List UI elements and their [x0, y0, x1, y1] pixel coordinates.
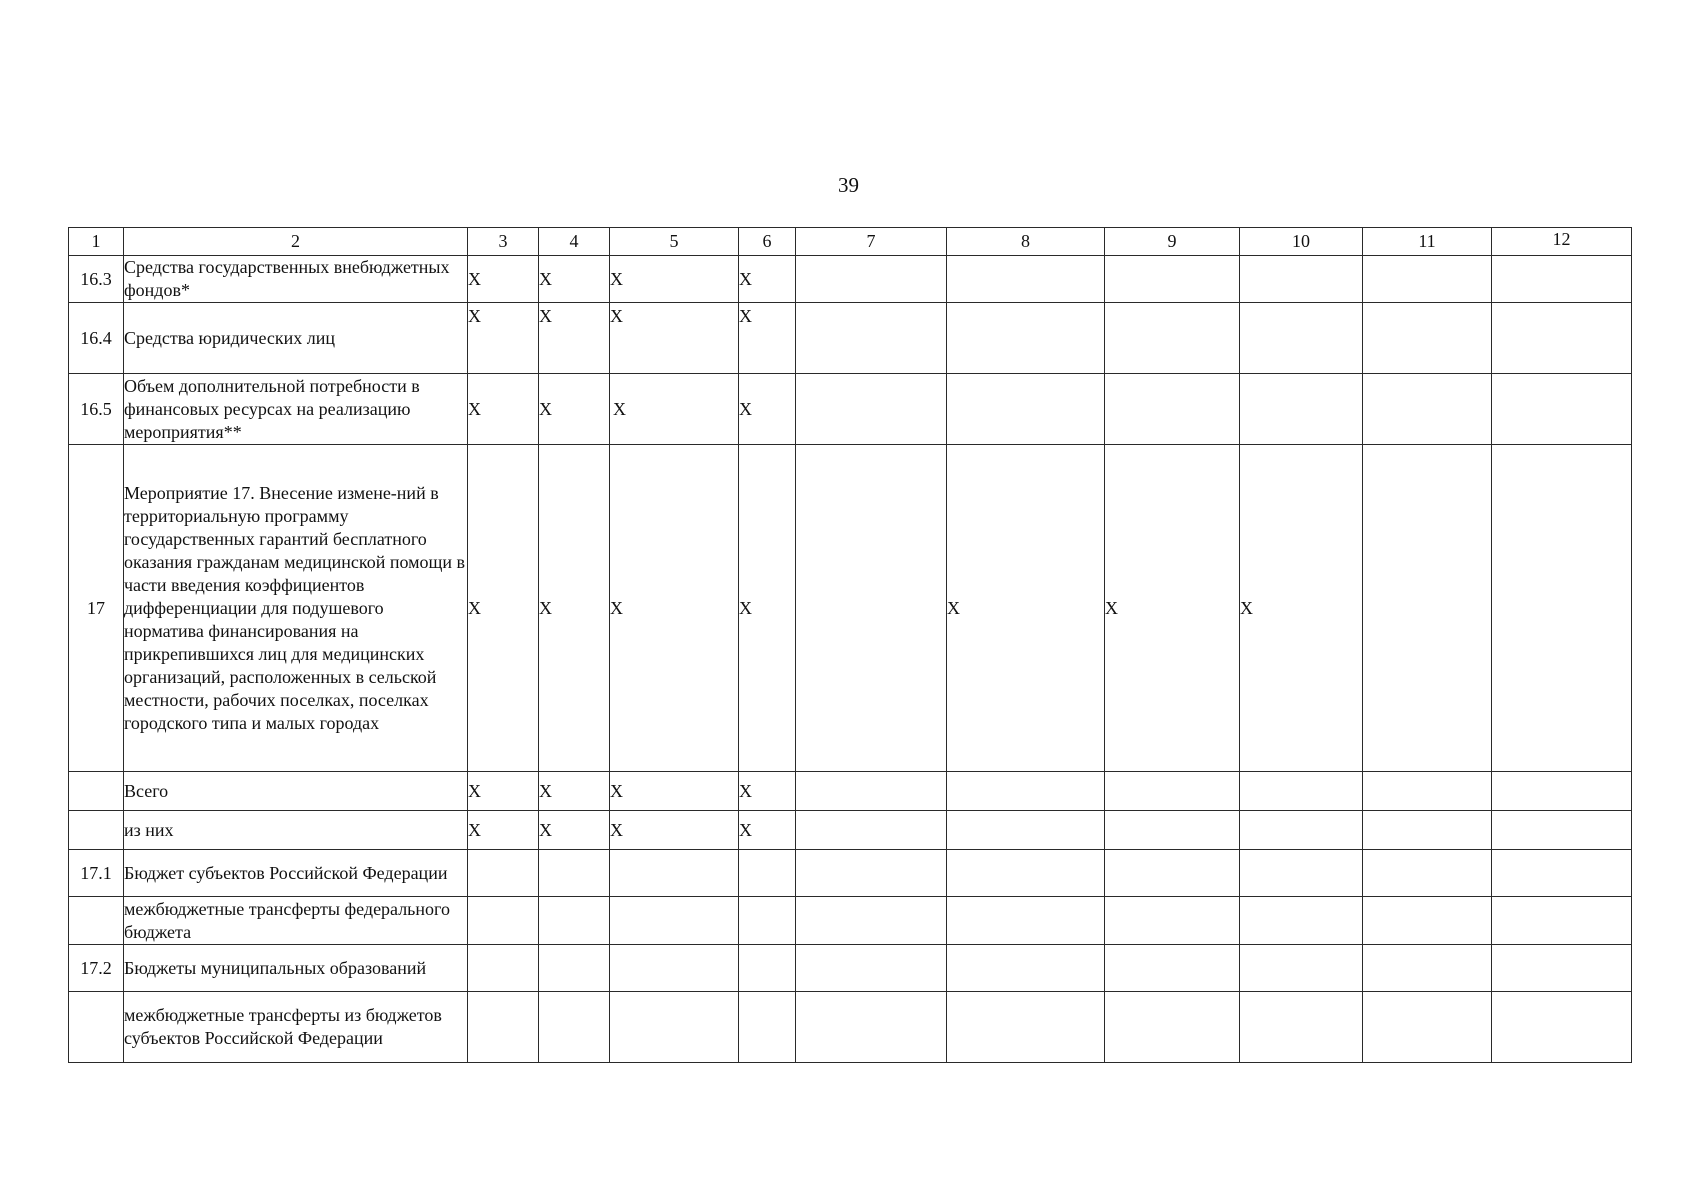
table-row	[69, 303, 1632, 374]
table-cell: X	[739, 256, 796, 303]
table-cell: X	[739, 374, 796, 445]
table-cell	[1492, 811, 1632, 850]
table-cell: X	[468, 374, 539, 445]
column-header: 8	[947, 228, 1105, 256]
table-cell	[1105, 772, 1240, 811]
table-cell	[739, 945, 796, 992]
table-cell	[610, 945, 739, 992]
table-cell	[468, 897, 539, 945]
table-cell	[1363, 945, 1492, 992]
row-label: Всего	[124, 772, 468, 811]
table-cell	[1363, 374, 1492, 445]
table-cell	[468, 850, 539, 897]
table-cell	[796, 445, 947, 772]
table-cell	[947, 303, 1105, 374]
table-cell: X	[610, 772, 739, 811]
table-cell	[1240, 811, 1363, 850]
table-cell	[539, 897, 610, 945]
row-label: Бюджет субъектов Российской Федерации	[124, 850, 468, 897]
table-cell	[1492, 850, 1632, 897]
table-cell	[1240, 256, 1363, 303]
row-number: 16.4	[69, 303, 124, 374]
column-header: 3	[468, 228, 539, 256]
table-cell	[1492, 256, 1632, 303]
table-cell	[539, 945, 610, 992]
table-cell: X	[539, 811, 610, 850]
row-number: 16.3	[69, 256, 124, 303]
table-row	[69, 445, 1632, 772]
column-header: 7	[796, 228, 947, 256]
table-cell	[610, 992, 739, 1063]
row-label: межбюджетные трансферты из бюджетов субъектов Российской Федерации	[124, 992, 468, 1063]
table-cell: X	[739, 303, 796, 374]
table-cell: X	[539, 374, 610, 445]
table-cell: X	[468, 256, 539, 303]
row-label: Бюджеты муниципальных образований	[124, 945, 468, 992]
column-header: 10	[1240, 228, 1363, 256]
table-cell	[796, 897, 947, 945]
table-cell	[1105, 897, 1240, 945]
table-cell	[1363, 897, 1492, 945]
table-cell	[1363, 445, 1492, 772]
table-cell	[947, 992, 1105, 1063]
row-label: Средства государственных внебюджетных фондов*	[124, 256, 468, 303]
table-cell	[1240, 992, 1363, 1063]
table-cell	[610, 897, 739, 945]
table-cell	[796, 303, 947, 374]
table-cell	[947, 897, 1105, 945]
table-row	[69, 945, 1632, 992]
table-cell	[796, 850, 947, 897]
row-number	[69, 992, 124, 1063]
row-label: межбюджетные трансферты федерального бюджета	[124, 897, 468, 945]
table-cell	[1492, 772, 1632, 811]
page-number: 39	[838, 173, 859, 197]
table-cell: X	[947, 445, 1105, 772]
row-label: Средства юридических лиц	[124, 303, 468, 374]
table-cell	[1105, 374, 1240, 445]
table-cell: X	[739, 772, 796, 811]
table-cell	[796, 992, 947, 1063]
table-cell: X	[610, 256, 739, 303]
table-cell	[1240, 303, 1363, 374]
table-cell: X	[539, 256, 610, 303]
table-cell	[796, 945, 947, 992]
table-cell	[947, 850, 1105, 897]
column-header: 1	[69, 228, 124, 256]
row-number: 17	[69, 445, 124, 772]
table-cell	[1105, 850, 1240, 897]
table-cell	[947, 811, 1105, 850]
column-header: 4	[539, 228, 610, 256]
table-cell	[610, 850, 739, 897]
table-cell	[1240, 850, 1363, 897]
column-header: 12	[1492, 228, 1632, 256]
table-row	[69, 374, 1632, 445]
table-cell: X	[468, 445, 539, 772]
table-cell: X	[739, 445, 796, 772]
table-cell: X	[1105, 445, 1240, 772]
table-cell: X	[539, 445, 610, 772]
table-cell	[1492, 374, 1632, 445]
table-cell: X	[539, 303, 610, 374]
table-cell	[1240, 374, 1363, 445]
row-number: 16.5	[69, 374, 124, 445]
table-cell: X	[468, 772, 539, 811]
row-number	[69, 772, 124, 811]
table-cell	[1105, 945, 1240, 992]
table-row	[69, 992, 1632, 1063]
table-cell	[1363, 256, 1492, 303]
row-number	[69, 811, 124, 850]
table-cell	[468, 992, 539, 1063]
table-cell	[796, 772, 947, 811]
table-cell: X	[539, 772, 610, 811]
table-row	[69, 256, 1632, 303]
funding-table	[68, 227, 1632, 1063]
row-number: 17.2	[69, 945, 124, 992]
table-cell	[739, 897, 796, 945]
column-header: 6	[739, 228, 796, 256]
table-cell	[796, 374, 947, 445]
table-cell	[1363, 850, 1492, 897]
table-cell	[1492, 945, 1632, 992]
table-row	[69, 811, 1632, 850]
table-row	[69, 772, 1632, 811]
table-cell	[1105, 992, 1240, 1063]
table-cell	[739, 850, 796, 897]
table-cell	[1363, 992, 1492, 1063]
column-header: 5	[610, 228, 739, 256]
table-cell	[1492, 897, 1632, 945]
table-cell	[1105, 303, 1240, 374]
table-cell	[796, 256, 947, 303]
row-label: Мероприятие 17. Внесение измене-ний в территориальную программу государственных гарантий бесплатного оказания гражданам медицинской помощи в части введения коэффициентов дифференциации для подушевого норматива финансирования на прикрепившихся лиц для медицинских организаций, расположенных в сельской местности, рабочих поселках, поселках городского типа и малых городах	[124, 445, 468, 772]
row-number: 17.1	[69, 850, 124, 897]
table-cell	[1105, 256, 1240, 303]
row-label: из них	[124, 811, 468, 850]
table-cell	[1240, 772, 1363, 811]
table-cell	[1240, 897, 1363, 945]
row-number	[69, 897, 124, 945]
table-cell: X	[610, 445, 739, 772]
table-cell	[1492, 992, 1632, 1063]
table-cell	[739, 992, 796, 1063]
table-row	[69, 850, 1632, 897]
table-cell	[1363, 303, 1492, 374]
table-cell: X	[468, 811, 539, 850]
table-cell	[1492, 303, 1632, 374]
table-cell	[947, 772, 1105, 811]
row-label: Объем дополнительной потребности в финансовых ресурсах на реализацию мероприятия**	[124, 374, 468, 445]
table-cell	[947, 374, 1105, 445]
table-cell	[947, 945, 1105, 992]
column-header: 9	[1105, 228, 1240, 256]
table-cell: X	[610, 811, 739, 850]
table-cell: X	[739, 811, 796, 850]
table-cell: X	[610, 303, 739, 374]
table-cell	[1240, 945, 1363, 992]
column-header: 2	[124, 228, 468, 256]
table-row	[69, 897, 1632, 945]
column-header: 11	[1363, 228, 1492, 256]
table-cell	[539, 992, 610, 1063]
table-cell: X	[610, 374, 739, 445]
table-cell	[947, 256, 1105, 303]
table-cell	[1492, 445, 1632, 772]
table-cell	[1363, 811, 1492, 850]
table-cell	[539, 850, 610, 897]
table-cell	[1105, 811, 1240, 850]
table-header-row	[69, 228, 1632, 256]
table-cell: X	[1240, 445, 1363, 772]
table-cell	[1363, 772, 1492, 811]
table-cell	[796, 811, 947, 850]
table-cell	[468, 945, 539, 992]
table-cell: X	[468, 303, 539, 374]
